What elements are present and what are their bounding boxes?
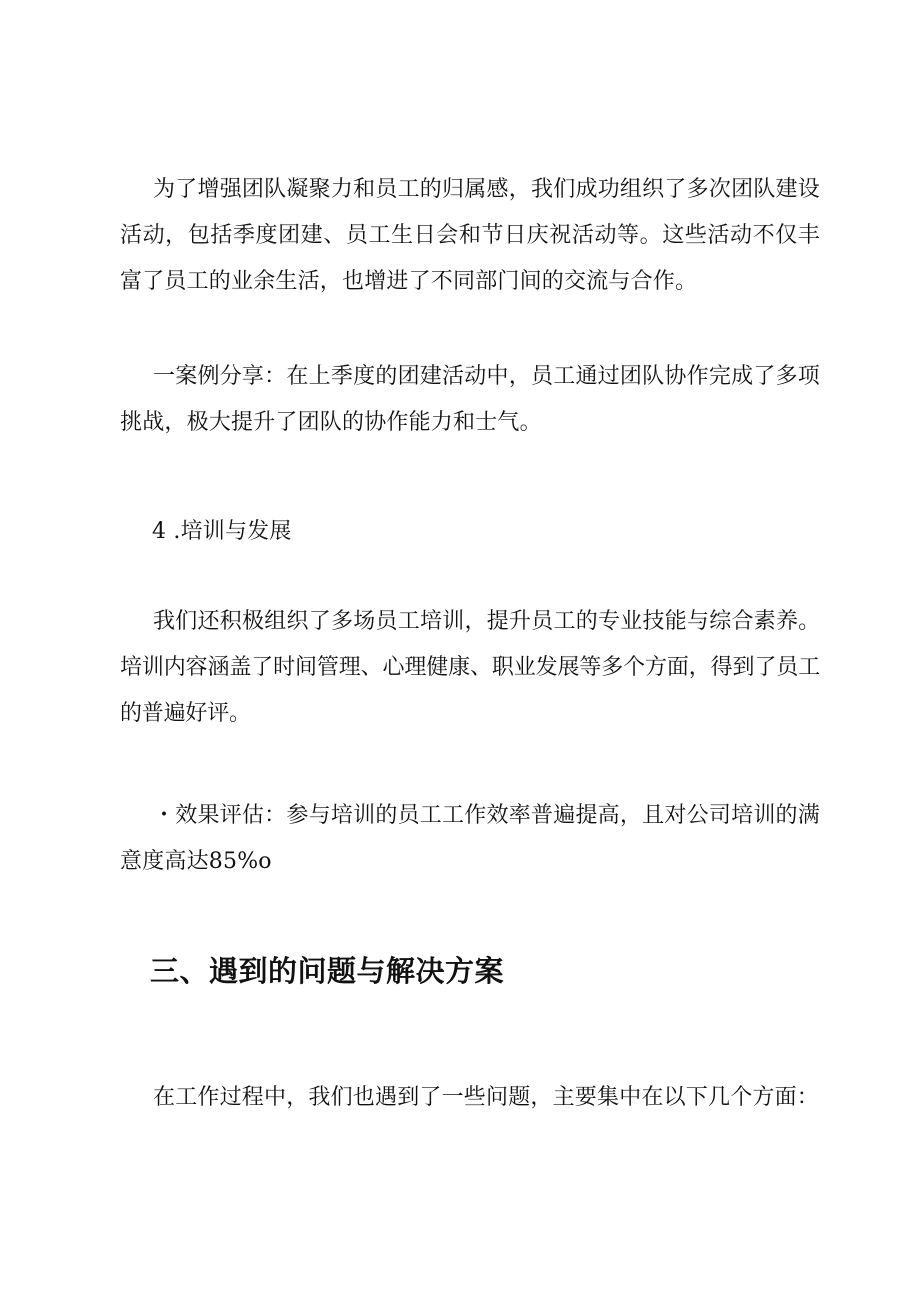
team-building-paragraph: 为了增强团队凝聚力和员工的归属感，我们成功组织了多次团队建设活动，包括季度团建、员工生日会和节日庆祝活动等。这些活动不仅丰富了员工的业余生活，也增进了不同部门间的交流与合作。 xyxy=(120,177,820,294)
case-share-paragraph: 一案例分享：在上季度的团建活动中，员工通过团队协作完成了多项挑战，极大提升了团队的协作能力和士气。 xyxy=(120,364,820,435)
problems-section-heading: 三、遇到的问题与解决方案 xyxy=(150,954,505,988)
effect-evaluation-paragraph: ・效果评估：参与培训的员工工作效率普遍提高，且对公司培训的满意度高达85%o xyxy=(120,803,820,874)
problems-intro-paragraph: 在工作过程中，我们也遇到了一些问题，主要集中在以下几个方面： xyxy=(153,1085,820,1110)
training-section-title: 4 .培训与发展 xyxy=(152,519,292,544)
training-paragraph: 我们还积极组织了多场员工培训，提升员工的专业技能与综合素养。培训内容涵盖了时间管理、心理健康、职业发展等多个方面，得到了员工的普遍好评。 xyxy=(120,609,820,726)
